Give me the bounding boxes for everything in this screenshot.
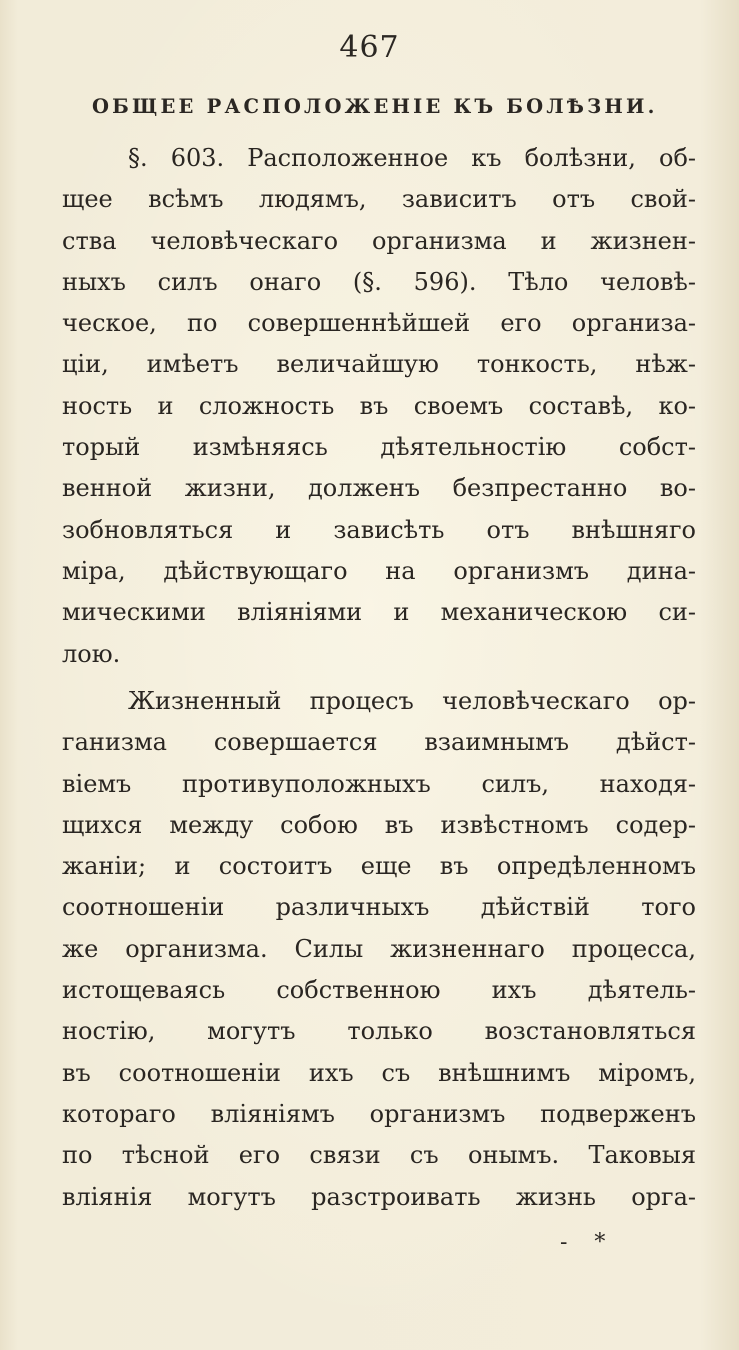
text-line: щее всѣмъ людямъ, зависитъ отъ свой- [62,185,696,214]
text-line: венной жизни, долженъ безпрестанно во- [62,474,696,503]
text-line: ганизма совершается взаимнымъ дѣйст- [62,728,696,757]
text-line: вліянія могутъ разстроивать жизнь орга- [62,1182,696,1211]
text-line: лою. [62,639,121,668]
paragraph-2 [62,681,696,1218]
text-line: зобновляться и зависѣть отъ внѣшняго [62,515,696,544]
text-line: ныхъ силъ онаго (§. 596). Тѣло человѣ- [62,267,696,296]
text-line: віемъ противуположныхъ силъ, находя- [62,769,696,798]
text-line: ства человѣческаго организма и жизнен- [62,226,696,255]
text-line: ческое, по совершеннѣйшей его организа- [62,309,696,338]
text-line: торый измѣняясь дѣятельностію собст- [62,433,696,462]
text-line: ностію, могутъ только возстановляться [62,1017,696,1046]
text-line: котораго вліяніямъ организмъ подверженъ [62,1099,696,1128]
text-line: щихся между собою въ извѣстномъ содер- [62,810,696,839]
text-line: жаніи; и состоитъ еще въ опредѣленномъ [62,852,696,881]
paragraph-1 [62,138,696,675]
signature-mark: - * [560,1230,616,1255]
section-heading: ОБЩЕЕ РАСПОЛОЖЕНІЕ КЪ БОЛѢЗНИ. [92,95,658,118]
text-line: §. 603. Расположенное къ болѣзни, об- [128,144,696,172]
text-line: мическими вліяніями и механическою си- [62,598,696,627]
text-line: истощеваясь собственною ихъ дѣятель- [62,976,696,1005]
text-line: въ соотношеніи ихъ съ внѣшнимъ міромъ, [62,1058,696,1087]
text-line: Жизненный процесъ человѣческаго ор- [128,687,696,715]
text-line: ціи, имѣетъ величайшую тонкость, нѣж- [62,350,696,379]
text-line: міра, дѣйствующаго на организмъ дина- [62,556,696,585]
text-line: ность и сложность въ своемъ составѣ, ко- [62,391,696,420]
text-line: соотношеніи различныхъ дѣйствій того [62,893,696,922]
text-line: же организма. Силы жизненнаго процесса, [62,934,696,963]
text-line: по тѣсной его связи съ онымъ. Таковыя [62,1141,696,1170]
page-number: 467 [339,30,400,65]
